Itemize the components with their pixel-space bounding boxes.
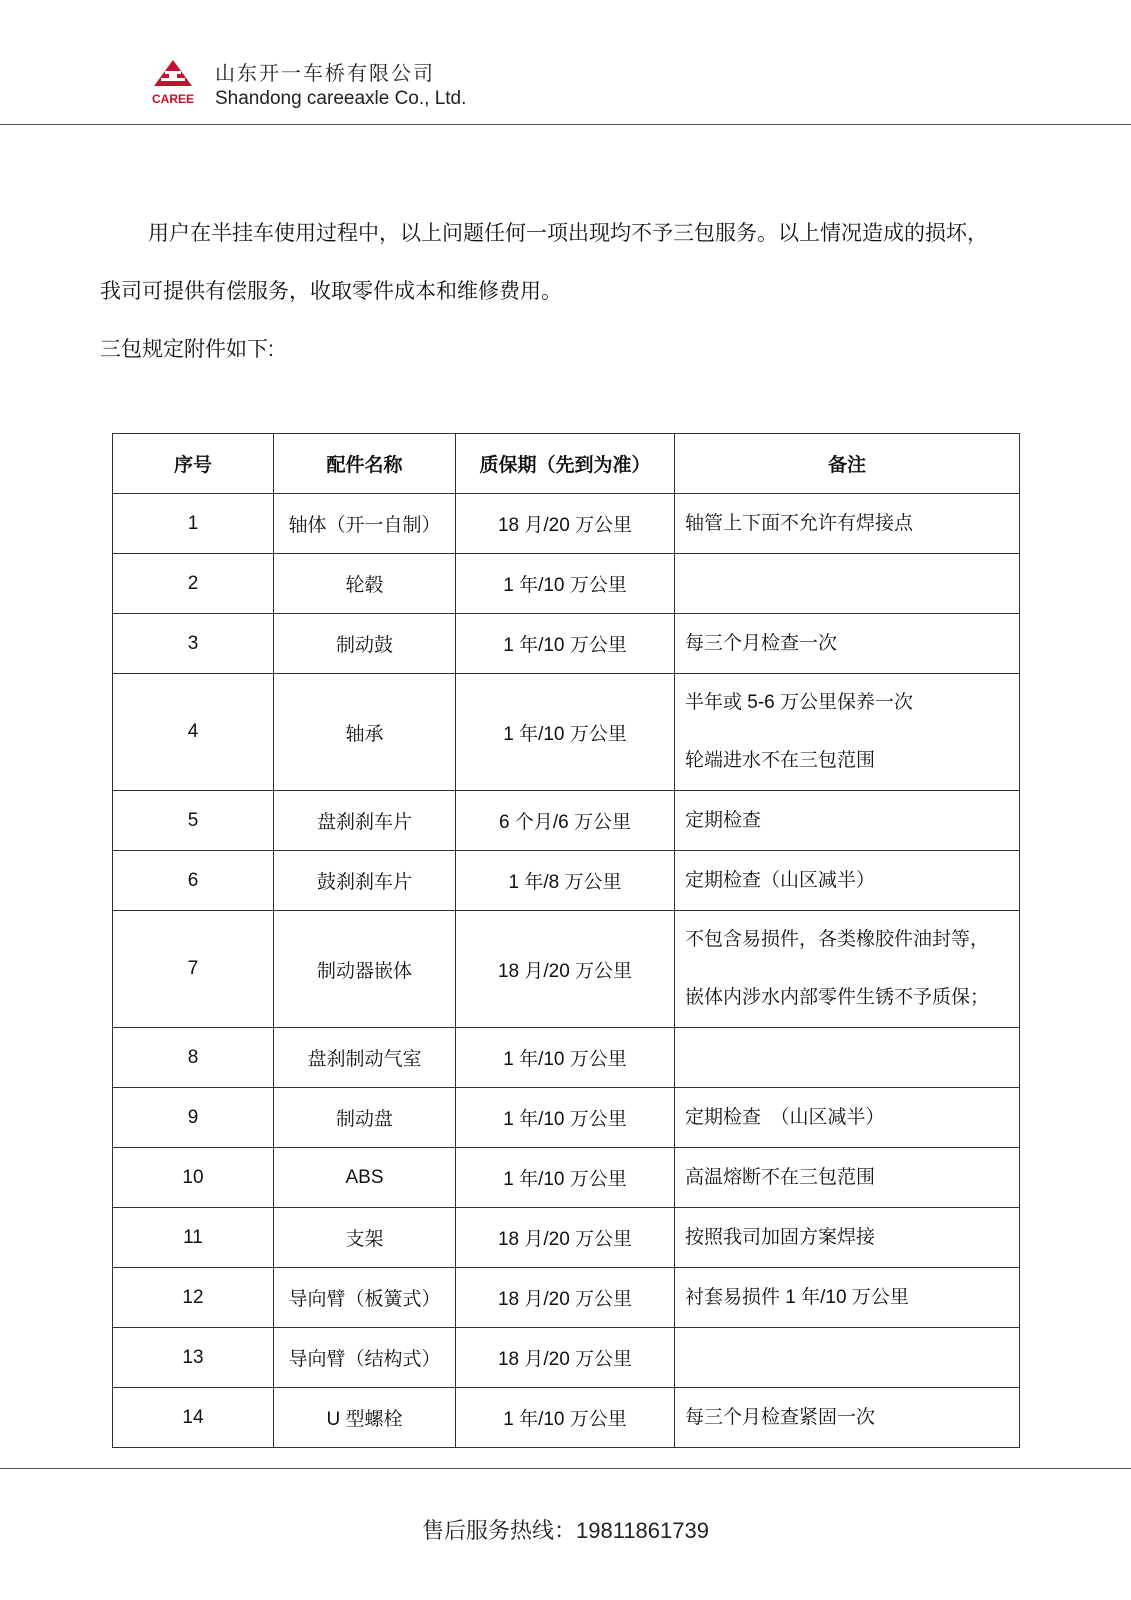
cell-warranty-period: 1 年/10 万公里 — [456, 674, 675, 791]
cell-serial: 14 — [113, 1388, 274, 1448]
note-line: 半年或 5-6 万公里保养一次 — [685, 692, 914, 713]
table-row — [113, 1148, 1020, 1208]
footer-divider — [0, 1468, 1131, 1469]
cell-serial: 7 — [113, 911, 274, 1028]
company-name-cn: 山东开一车桥有限公司 — [215, 61, 435, 85]
cell-serial: 10 — [113, 1148, 274, 1208]
note-line: 定期检查 — [685, 809, 762, 831]
cell-serial: 9 — [113, 1088, 274, 1148]
cell-part-name: 轴承 — [274, 674, 456, 791]
cell-warranty-period: 1 年/10 万公里 — [456, 614, 675, 674]
table-header-row — [113, 434, 1020, 494]
caree-logo — [148, 58, 198, 108]
table-row — [113, 554, 1020, 614]
table-row — [113, 791, 1020, 851]
note-line: 按照我司加固方案焊接 — [685, 1226, 876, 1248]
table-row — [113, 1028, 1020, 1088]
cell-warranty-period: 1 年/10 万公里 — [456, 554, 675, 614]
cell-warranty-period: 18 月/20 万公里 — [456, 494, 675, 554]
cell-warranty-period: 18 月/20 万公里 — [456, 1268, 675, 1328]
warranty-table — [112, 433, 1020, 1448]
note-line: 高温熔断不在三包范围 — [685, 1166, 876, 1188]
intro-paragraph-2: 我司可提供有偿服务，收取零件成本和维修费用。 — [100, 280, 562, 303]
cell-part-name: 鼓刹刹车片 — [274, 851, 456, 911]
cell-notes — [675, 791, 1020, 851]
cell-warranty-period: 18 月/20 万公里 — [456, 911, 675, 1028]
cell-notes — [675, 911, 1020, 1028]
cell-warranty-period: 1 年/10 万公里 — [456, 1388, 675, 1448]
note-line: 轴管上下面不允许有焊接点 — [685, 512, 914, 534]
cell-part-name: 导向臂（板簧式） — [274, 1268, 456, 1328]
cell-serial: 5 — [113, 791, 274, 851]
cell-part-name: 导向臂（结构式） — [274, 1328, 456, 1388]
cell-warranty-period: 1 年/8 万公里 — [456, 851, 675, 911]
table-row — [113, 911, 1020, 1028]
header-warranty-period: 质保期（先到为准） — [456, 434, 675, 494]
cell-notes — [675, 1328, 1020, 1388]
cell-part-name: 制动盘 — [274, 1088, 456, 1148]
cell-notes — [675, 1148, 1020, 1208]
intro-paragraph-1: 用户在半挂车使用过程中，以上问题任何一项出现均不予三包服务。以上情况造成的损坏， — [148, 222, 988, 245]
note-line: 轮端进水不在三包范围 — [685, 750, 876, 771]
table-row — [113, 614, 1020, 674]
note-line: 定期检查（山区减半） — [685, 869, 876, 891]
header-part-name: 配件名称 — [274, 434, 456, 494]
cell-notes — [675, 554, 1020, 614]
cell-part-name: 盘刹制动气室 — [274, 1028, 456, 1088]
cell-serial: 12 — [113, 1268, 274, 1328]
cell-notes — [675, 494, 1020, 554]
cell-part-name: 轮毂 — [274, 554, 456, 614]
table-row — [113, 674, 1020, 791]
table-row — [113, 851, 1020, 911]
cell-warranty-period: 1 年/10 万公里 — [456, 1148, 675, 1208]
note-line: 每三个月检查紧固一次 — [685, 1406, 876, 1428]
cell-serial: 2 — [113, 554, 274, 614]
intro-text — [100, 205, 1035, 379]
table-row — [113, 1208, 1020, 1268]
cell-part-name: ABS — [274, 1148, 456, 1208]
note-line: 定期检查 （山区减半） — [685, 1106, 885, 1128]
cell-notes — [675, 1028, 1020, 1088]
cell-part-name: 轴体（开一自制） — [274, 494, 456, 554]
cell-serial: 1 — [113, 494, 274, 554]
note-line: 衬套易损件 1 年/10 万公里 — [685, 1286, 909, 1308]
table-row — [113, 494, 1020, 554]
cell-part-name: 制动器嵌体 — [274, 911, 456, 1028]
cell-serial: 6 — [113, 851, 274, 911]
hotline — [0, 1514, 1131, 1545]
cell-notes — [675, 674, 1020, 791]
company-name-en: Shandong careeaxle Co., Ltd. — [215, 88, 467, 109]
attachment-heading: 三包规定附件如下: — [100, 338, 274, 361]
table-row — [113, 1268, 1020, 1328]
cell-serial: 4 — [113, 674, 274, 791]
cell-warranty-period: 1 年/10 万公里 — [456, 1088, 675, 1148]
cell-warranty-period: 18 月/20 万公里 — [456, 1208, 675, 1268]
cell-notes — [675, 614, 1020, 674]
cell-part-name: 制动鼓 — [274, 614, 456, 674]
table-row — [113, 1088, 1020, 1148]
note-line: 嵌体内涉水内部零件生锈不予质保； — [685, 987, 990, 1008]
table-row — [113, 1328, 1020, 1388]
page-header — [0, 0, 1131, 125]
cell-serial: 8 — [113, 1028, 274, 1088]
note-line: 每三个月检查一次 — [685, 632, 838, 654]
note-line: 不包含易损件，各类橡胶件油封等， — [685, 929, 990, 950]
cell-notes — [675, 1208, 1020, 1268]
header-serial: 序号 — [113, 434, 274, 494]
cell-notes — [675, 1088, 1020, 1148]
cell-warranty-period: 6 个月/6 万公里 — [456, 791, 675, 851]
cell-warranty-period: 18 月/20 万公里 — [456, 1328, 675, 1388]
cell-notes — [675, 1388, 1020, 1448]
hotline-number: 19811861739 — [576, 1518, 709, 1543]
cell-serial: 11 — [113, 1208, 274, 1268]
cell-serial: 13 — [113, 1328, 274, 1388]
cell-serial: 3 — [113, 614, 274, 674]
cell-warranty-period: 1 年/10 万公里 — [456, 1028, 675, 1088]
cell-part-name: U 型螺栓 — [274, 1388, 456, 1448]
table-row — [113, 1388, 1020, 1448]
cell-notes — [675, 851, 1020, 911]
logo-text: CAREE — [151, 92, 195, 106]
cell-part-name: 盘刹刹车片 — [274, 791, 456, 851]
cell-notes — [675, 1268, 1020, 1328]
header-notes: 备注 — [675, 434, 1020, 494]
cell-part-name: 支架 — [274, 1208, 456, 1268]
hotline-label: 售后服务热线： — [422, 1519, 577, 1544]
